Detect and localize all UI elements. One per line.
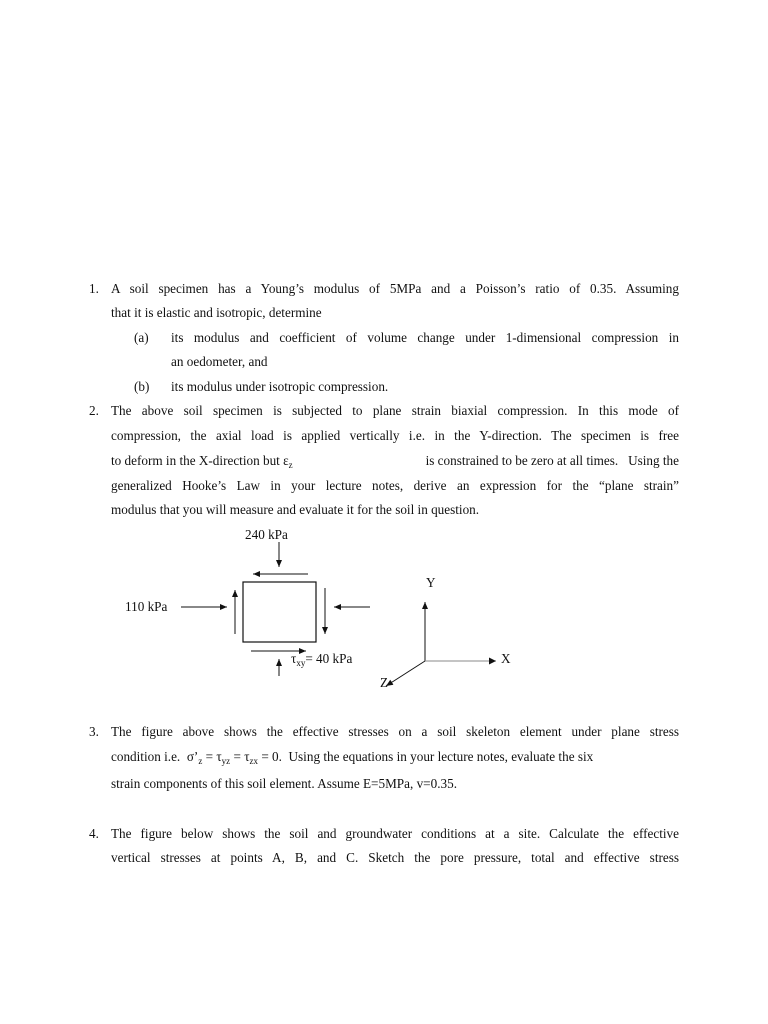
q1-part-a-line-2: an oedometer, and: [171, 354, 268, 369]
q1-line-2: that it is elastic and isotropic, determine: [111, 305, 322, 320]
q2-line-2: compression, the axial load is applied vertically i.e. in the Y-direction. The specimen is free: [111, 428, 679, 443]
q3-sub-yz: yz: [221, 756, 231, 766]
z-axis-label: Z: [380, 675, 389, 690]
y-axis-label: Y: [426, 575, 436, 590]
q3-sub-z: z: [198, 756, 203, 766]
q2-line-1: The above soil specimen is subjected to plane strain biaxial compression. In this mode of: [111, 403, 679, 418]
q4-number: 4.: [89, 826, 99, 841]
q4-line-2: vertical stresses at points A, B, and C. Sketch the pore pressure, total and effective stress: [111, 850, 679, 865]
q4-line-1: The figure below shows the soil and groundwater conditions at a site. Calculate the effective: [111, 826, 679, 841]
q3-sigma-text: condition i.e. σ’: [111, 749, 199, 764]
q2-line-4: generalized Hooke’s Law in your lecture notes, derive an expression for the “plane strain”: [111, 478, 679, 493]
q2-line-3-before: to deform in the X-direction but ε: [111, 453, 289, 468]
q2-epsilon-sub: z: [288, 460, 293, 470]
stress-element-figure: [0, 520, 768, 700]
x-axis-arrowhead: [489, 658, 496, 665]
q3-tau-1: = τ: [202, 749, 222, 764]
soil-element-square: [243, 582, 316, 642]
q1-part-b-line-1: its modulus under isotropic compression.: [171, 379, 389, 394]
top-load-label: 240 kPa: [245, 527, 288, 542]
q2-line-5: modulus that you will measure and evaluate it for the soil in question.: [111, 502, 480, 517]
q3-tau-2: = τ: [230, 749, 250, 764]
q1-number: 1.: [89, 281, 99, 296]
stress-diagram: [0, 520, 768, 700]
z-axis-arrow: [386, 661, 425, 686]
tau-subscript: xy: [296, 658, 306, 668]
q1-part-b-label: (b): [134, 379, 150, 394]
q2-line-3-after: is constrained to be zero at all times. Using the: [422, 453, 679, 468]
shear-value: = 40 kPa: [305, 651, 353, 666]
q3-line-3: strain components of this soil element. Assume E=5MPa, v=0.35.: [111, 776, 457, 791]
shear-stress-label: [291, 651, 352, 667]
q3-line-2-end: = 0. Using the equations in your lecture notes, evaluate the six: [258, 749, 594, 764]
tau-symbol: τ: [291, 651, 297, 666]
q1-line-1: A soil specimen has a Young’s modulus of 5MPa and a Poisson’s ratio of 0.35. Assuming: [111, 281, 679, 296]
q3-line-2: [111, 749, 679, 765]
q2-line-3: [111, 453, 679, 469]
q3-line-1: The figure above shows the effective stresses on a soil skeleton element under plane stress: [111, 724, 679, 739]
q1-part-a-line-1: its modulus and coefficient of volume change under 1-dimensional compression in: [171, 330, 679, 345]
q2-number: 2.: [89, 403, 99, 418]
q3-number: 3.: [89, 724, 99, 739]
q2-line-3-start: [111, 453, 293, 469]
q1-part-a-label: (a): [134, 330, 149, 345]
q3-sub-zx: zx: [249, 756, 259, 766]
q3-line-2-start: [111, 749, 593, 765]
left-load-label: 110 kPa: [125, 599, 168, 614]
x-axis-label: X: [501, 651, 511, 666]
